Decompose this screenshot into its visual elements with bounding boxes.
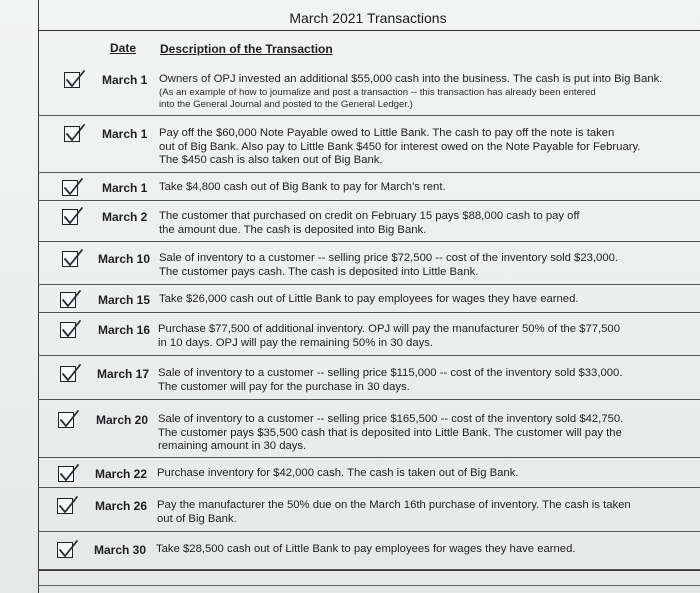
transaction-row [38,201,700,242]
transaction-row [38,532,700,570]
transaction-row [38,313,700,356]
description-column-header: Description of the Transaction [160,42,333,56]
checkmark-icon [62,248,84,268]
description-line: Take $26,000 cash out of Little Bank to pay employees for wages they have earned. [159,293,579,305]
transaction-date: March 17 [97,367,150,381]
description-line: The customer that purchased on credit on February 15 pays $88,000 cash to pay off [159,210,580,222]
transaction-description [159,293,579,307]
transaction-description [159,73,662,111]
description-line: Owners of OPJ invested an additional $55,000 cash into the business. The cash is put into Big Bank. [159,73,663,85]
table-bottom-rule [38,570,700,571]
description-line: The customer pays $35,500 cash that is deposited into Little Bank. The customer will pay the [158,426,622,439]
description-line: The customer will pay for the purchase in 30 days. [158,380,410,393]
transaction-description [157,499,631,526]
description-line: Take $28,500 cash out of Little Bank to pay employees for wages they have earned. [156,543,576,555]
checkbox[interactable] [62,209,78,225]
transaction-date: March 26 [95,499,148,513]
transaction-row [38,488,700,532]
description-line: remaining amount in 30 days. [158,440,307,452]
transaction-row [38,400,700,458]
section-divider [38,585,700,586]
checkmark-icon [64,69,86,89]
transaction-row [38,62,700,116]
checkmark-icon [60,363,82,383]
transaction-date: March 1 [102,73,148,87]
checkbox[interactable] [60,366,76,382]
checkbox[interactable] [62,251,78,267]
checkmark-icon [58,463,80,483]
description-note: into the General Journal and posted to the General Ledger.) [159,98,413,110]
transaction-row [38,458,700,488]
transaction-date: March 16 [98,323,151,337]
checkbox[interactable] [57,542,73,558]
description-line: The $450 cash is also taken out of Big Bank. [159,154,383,166]
description-line: Sale of inventory to a customer -- selling price $165,500 -- cost of the inventory sold $42,750. [158,413,624,425]
transaction-description [156,543,576,557]
checkmark-icon [57,539,79,559]
checkmark-icon [62,177,84,197]
checkbox[interactable] [60,322,76,338]
transaction-description [159,181,446,195]
description-line: in 10 days. OPJ will pay the remaining 50% in 30 days. [158,336,434,349]
transaction-date: March 30 [94,543,147,557]
transaction-row [38,173,700,201]
checkbox[interactable] [57,498,73,514]
checkmark-icon [62,206,84,226]
checkmark-icon [57,495,79,515]
description-line: Sale of inventory to a customer -- selling price $115,000 -- cost of the inventory sold $33,000. [158,367,623,379]
transaction-date: March 22 [95,467,148,481]
transaction-description [157,467,519,481]
transaction-description [158,323,620,350]
transaction-date: March 10 [98,252,151,266]
transaction-description [158,413,623,454]
description-line: Take $4,800 cash out of Big Bank to pay for March's rent. [159,181,446,193]
page-title: March 2021 Transactions [289,10,447,26]
transaction-date: March 15 [98,293,151,307]
date-column-header: Date [110,41,137,55]
transaction-date: March 1 [102,181,148,195]
transaction-row [38,285,700,313]
checkbox[interactable] [58,412,74,428]
description-line: Sale of inventory to a customer -- selling price $72,500 -- cost of the inventory sold $23,000. [159,252,619,264]
transaction-date: March 1 [102,127,148,141]
checkmark-icon [64,123,86,143]
transaction-row [38,356,700,400]
description-line: out of Big Bank. [157,512,237,525]
transaction-row [38,242,700,285]
description-line: The customer pays cash. The cash is deposited into Little Bank. [159,265,479,278]
checkmark-icon [58,409,80,429]
description-line: Purchase inventory for $42,000 cash. The cash is taken out of Big Bank. [157,467,519,479]
checkmark-icon [60,319,82,339]
description-line: Pay off the $60,000 Note Payable owed to Little Bank. The cash to pay off the note is taken [159,127,615,139]
transaction-row [38,116,700,173]
description-note: (As an example of how to journalize and post a transaction -- this transaction has already been entered [159,86,596,98]
checkbox[interactable] [60,292,76,308]
description-line: out of Big Bank. Also pay to Little Bank $450 for interest owed on the Note Payable for February. [159,140,641,153]
transaction-description [158,367,622,394]
checkbox[interactable] [62,180,78,196]
transaction-description [159,210,580,237]
transaction-date: March 20 [96,413,149,427]
checkbox[interactable] [58,466,74,482]
title-divider [38,30,700,31]
transaction-description [159,127,640,168]
description-line: the amount due. The cash is deposited into Big Bank. [159,223,427,236]
description-line: Pay the manufacturer the 50% due on the March 16th purchase of inventory. The cash is taken [157,499,631,511]
transaction-date: March 2 [102,210,148,224]
transaction-description [159,252,618,279]
checkbox[interactable] [64,72,80,88]
description-line: Purchase $77,500 of additional inventory. OPJ will pay the manufacturer 50% of the $77,500 [158,323,620,335]
checkmark-icon [60,289,82,309]
checkbox[interactable] [64,126,80,142]
